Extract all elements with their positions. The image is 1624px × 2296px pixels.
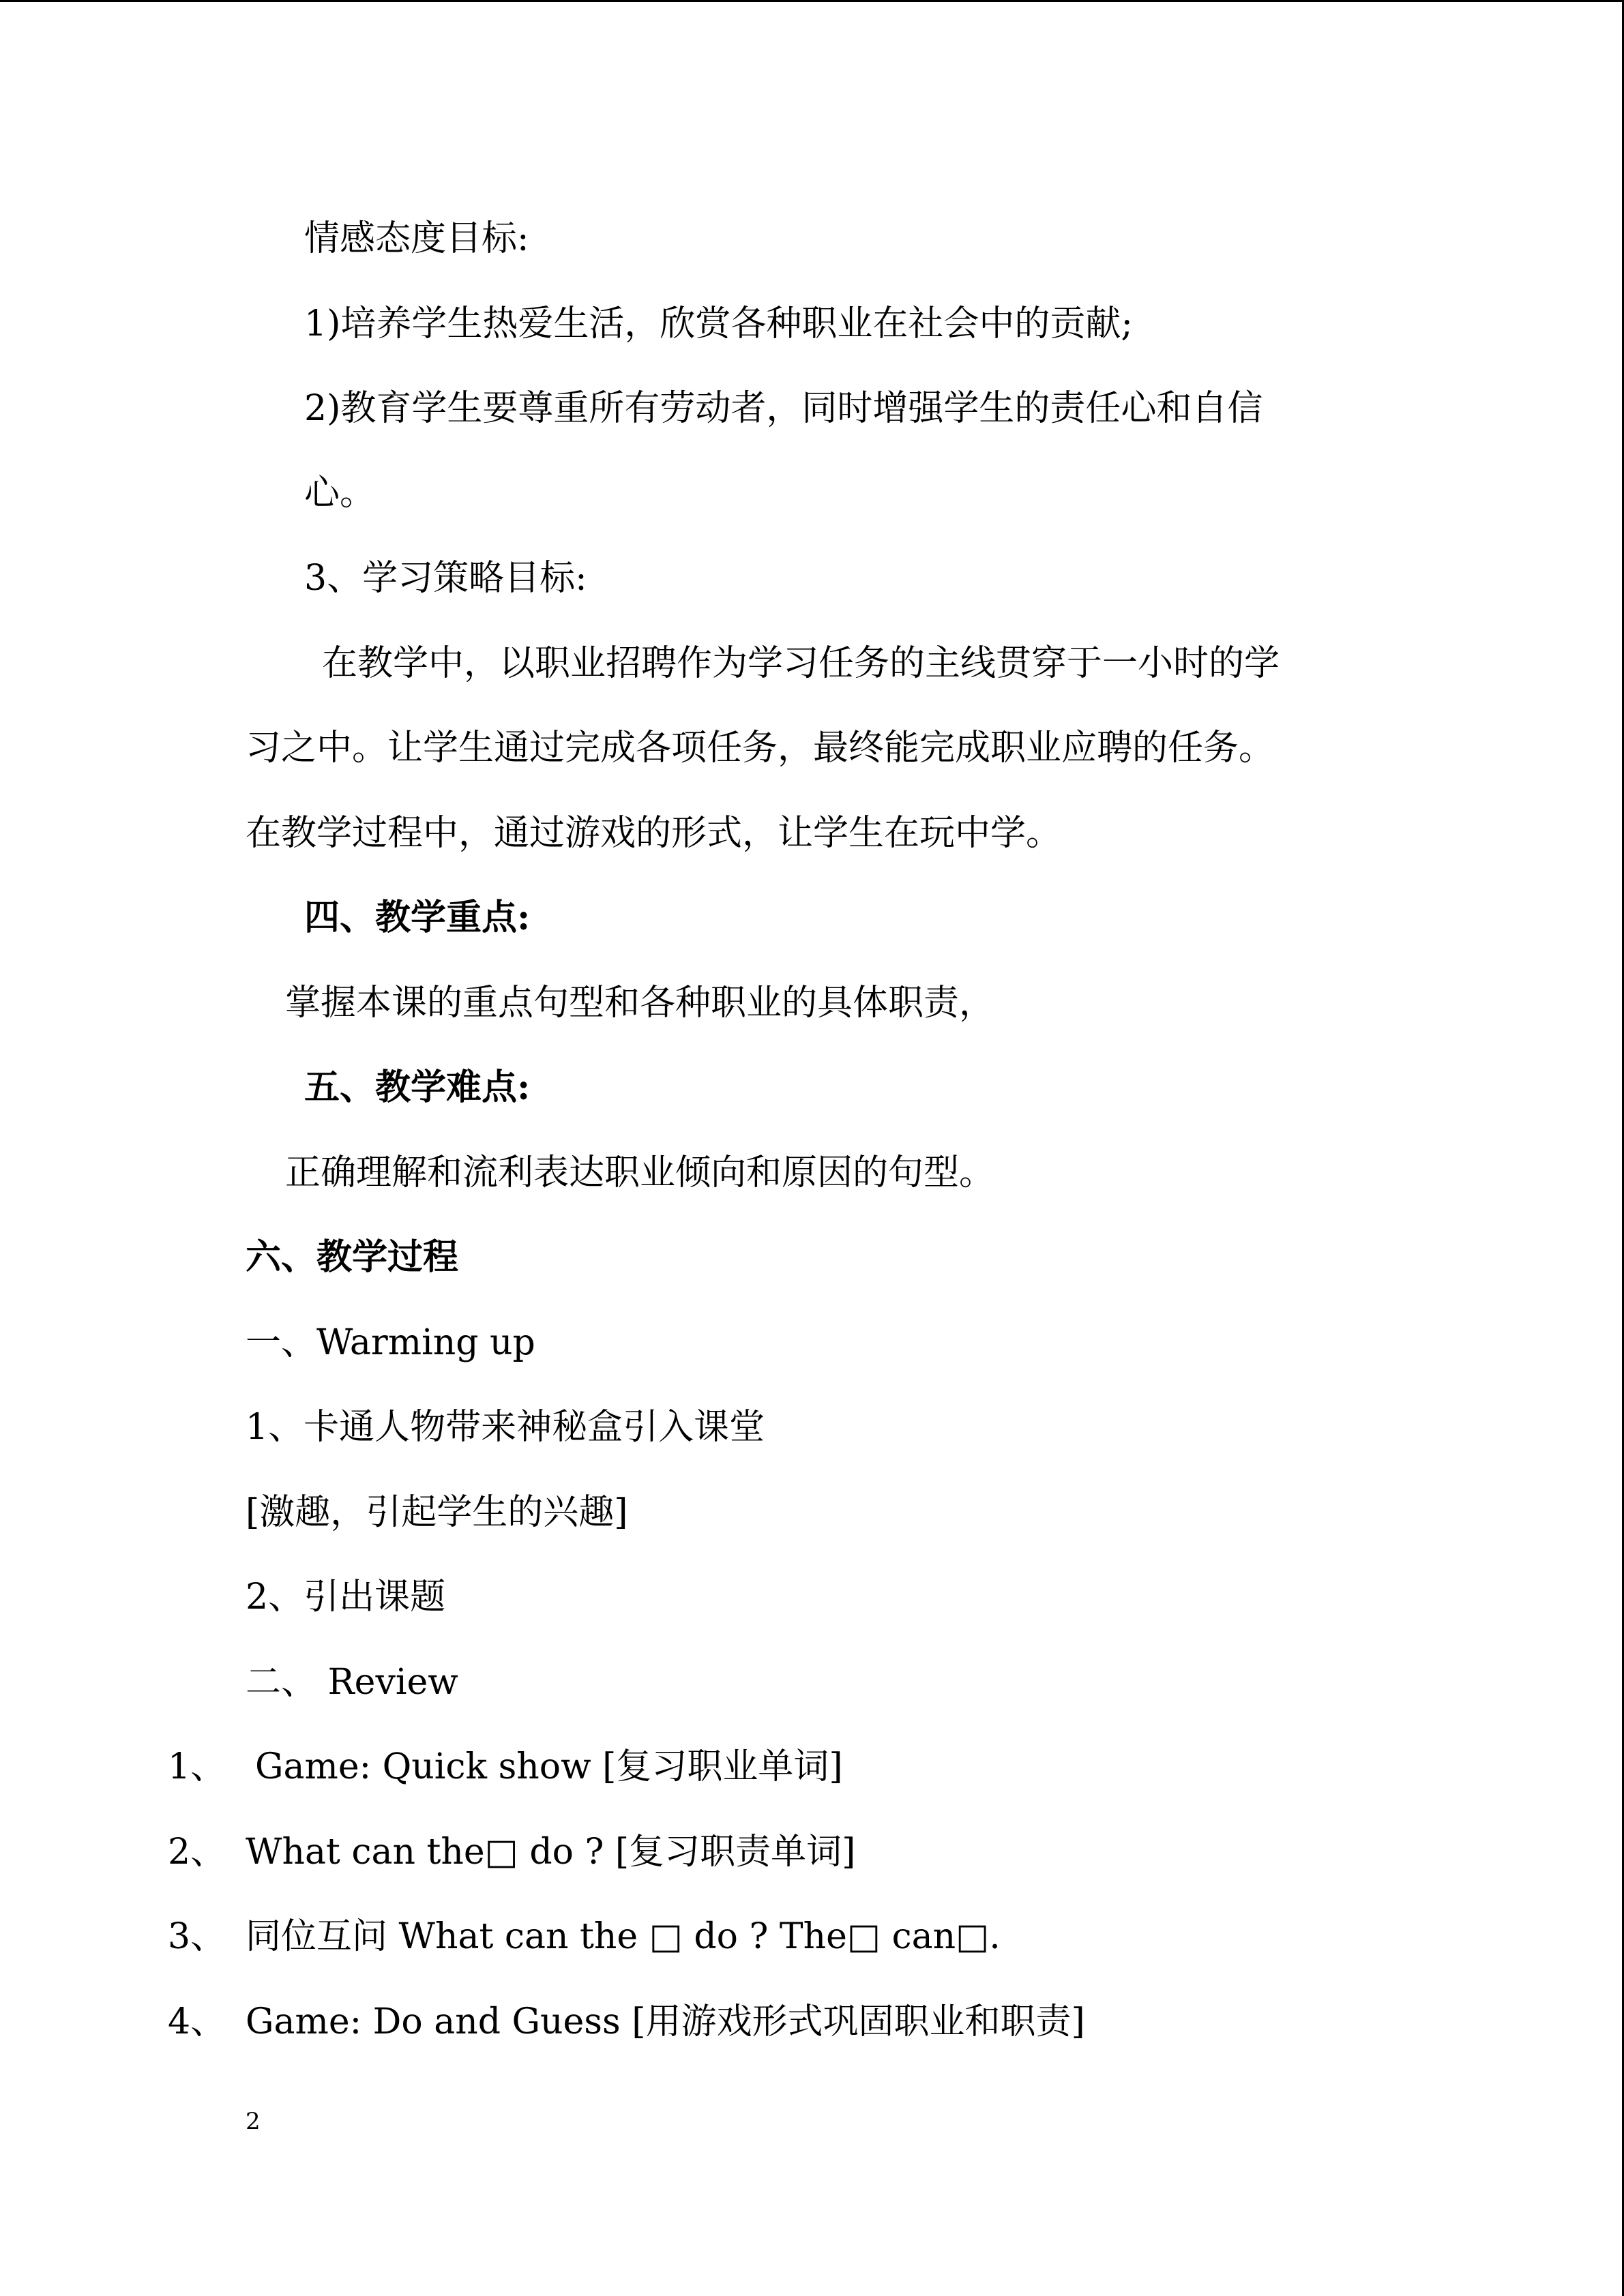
heading-teaching-process: 六、教学过程 bbox=[246, 1236, 459, 1278]
heading-strategy-goals: 3、学习策略目标: bbox=[304, 558, 587, 599]
warming-up-step-1: 1、卡通人物带来神秘盒引入课堂 bbox=[246, 1407, 765, 1448]
paragraph-line-1: 在教学中，以职业招聘作为学习任务的主线贯穿于一小时的学 bbox=[322, 643, 1280, 684]
section-warming-up: 一、Warming up bbox=[246, 1322, 535, 1363]
list-number-3: 3、 bbox=[168, 1916, 226, 1957]
difficulties-text: 正确理解和流利表达职业倾向和原因的句型。 bbox=[285, 1152, 995, 1193]
section-review: 二、 Review bbox=[246, 1662, 458, 1703]
warming-up-note: [激趣，引起学生的兴趣] bbox=[246, 1492, 628, 1533]
heading-difficulties: 五、教学难点: bbox=[304, 1067, 531, 1108]
goal-item-1: 1)培养学生热爱生活，欣赏各种职业在社会中的贡献; bbox=[304, 303, 1133, 344]
list-item-4: Game: Do and Guess [用游戏形式巩固职业和职责] bbox=[246, 2001, 1085, 2042]
paragraph-line-2: 习之中。让学生通过完成各项任务，最终能完成职业应聘的任务。 bbox=[246, 728, 1275, 769]
top-border bbox=[0, 0, 1624, 2]
list-number-1: 1、 bbox=[168, 1746, 226, 1787]
warming-up-step-2: 2、引出课题 bbox=[246, 1577, 446, 1617]
paragraph-line-3: 在教学过程中，通过游戏的形式，让学生在玩中学。 bbox=[246, 813, 1062, 854]
heading-key-points: 四、教学重点: bbox=[304, 897, 531, 938]
heading-affective-goals: 情感态度目标: bbox=[304, 218, 529, 259]
list-item-3: 同位互问 What can the □ do ? The□ can□. bbox=[246, 1916, 1001, 1957]
list-item-2: What can the□ do ? [复习职责单词] bbox=[246, 1832, 856, 1873]
list-item-1: Game: Quick show [复习职业单词] bbox=[255, 1746, 843, 1787]
page-number: 2 bbox=[246, 2108, 261, 2135]
goal-item-2: 2)教育学生要尊重所有劳动者，同时增强学生的责任心和自信 bbox=[304, 388, 1263, 429]
list-number-2: 2、 bbox=[168, 1832, 226, 1873]
list-number-4: 4、 bbox=[168, 2001, 226, 2042]
key-points-text: 掌握本课的重点句型和各种职业的具体职责， bbox=[285, 983, 995, 1024]
goal-item-2-continued: 心。 bbox=[304, 473, 376, 513]
